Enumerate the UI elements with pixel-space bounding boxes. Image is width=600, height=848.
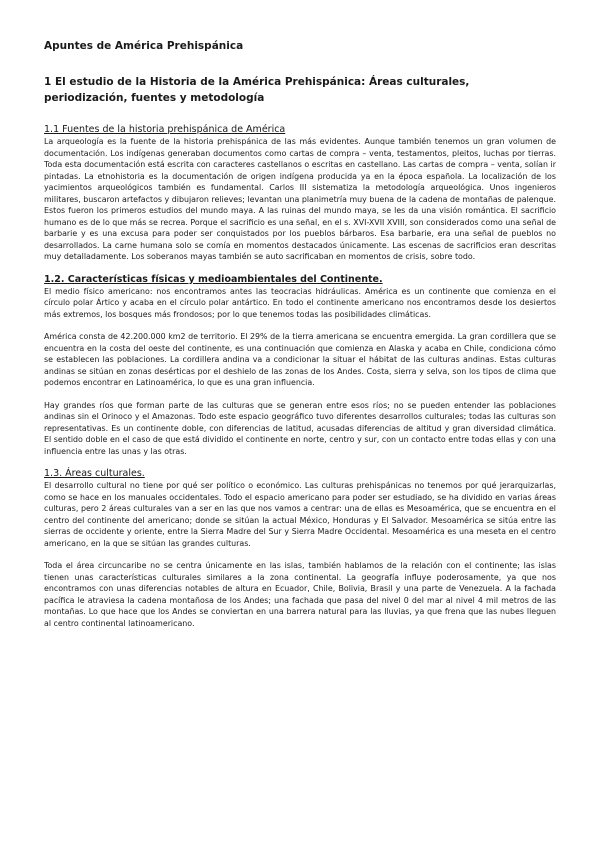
section-heading: 1.2. Características físicas y medioambientales del Continente. [44, 273, 383, 285]
paragraph: Hay grandes ríos que forman parte de las culturas que se generan entre esos ríos; no se pueden entender las poblaciones andinas sin el Orinoco y el Amazonas. Todo este espacio geográfico tuvo diferentes desarrollos culturales; todas las culturas son representativas. Es un continente doble, con diferencias de latitud, acusadas diferencias de altitud y gran diversidad climática. El sentido doble en el caso de que está dividido el continente en norte, centro y sur, con un contacto entre todas ellas y con una influencia entre las unas y las otras. [44, 400, 556, 456]
paragraph: El desarrollo cultural no tiene por qué ser político o económico. Las culturas prehispánicas no tenemos por qué jerarquizarlas, como se hace en los manuales occidentales. Todo el espacio americano para poder ser estudiado, se ha dividido en varias áreas culturas, pero 2 áreas culturales van a ser en las que nos vamos a centrar: una de ellas es Mesoamérica, que se encuentra en el centro del continente del americano; donde se sitúan la actual México, Honduras y El Salvador. Mesoamérica se sitúa entre las sierras de occidente y oriente, entre la Sierra Madre del Sur y Sierra Madre Occidental. Mesoamérica es una meseta en el centro americano, en la que se sitúan las grandes culturas. [44, 481, 556, 548]
paragraph: La arqueología es la fuente de la historia prehispánica de las más evidentes. Aunque también tenemos un gran volumen de documentación. Los indígenas generaban documentos como cartas de compra – venta, testamentos, pleitos, luchas por tierras. Toda esta documentación está escrita con caracteres castellanos o escritas en castellano. Las cartas de compra – venta, solían ir pintadas. La etnohistoria es la documentación de origen indígena producida ya en la época española. La localización de los yacimientos arqueológicos también es fundamental. Carlos III sistematiza la metodología arqueológica. Unos ingenieros militares, buscaron artefactos y dibujaron relieves; levantan una planimetría muy buena de la cadena de montañas de palenque. Estos fueron los primeros estudios del mundo maya. A las ruinas del mundo maya, se les da una visión romántica. El sacrificio humano es de lo que más se recrea. Porque el sacrificio es una señal, en el s. XVI-XVII XVIII, son considerados como una señal de barbarie y es una excusa para poder ser conquistados por los pueblos bárbaros. Esa barbarie, era una señal de pueblos no desarrollados. La carne humana solo se comía en momentos destacados únicamente. Las escenas de sacrificios eran descritas muy detalladamente. Los soberanos mayas también se auto sacrificaban en momentos de crisis, sobre todo. [44, 137, 556, 261]
document-title: Apuntes de América Prehispánica [44, 40, 244, 52]
section-cultural-areas [44, 468, 556, 629]
section-heading: 1.1 Fuentes de la historia prehispánica de América [44, 124, 286, 135]
section-sources [44, 124, 556, 263]
paragraph: Toda el área circuncaribe no se centra únicamente en las islas, también hablamos de la relación con el continente; las islas tienen unas características culturales similares a la zona continental. La geografía influye poderosamente, ya que nos encontramos con unas diferencias notables de altura en Ecuador, Chile, Bolivia, Brasil y una parte de Venezuela. A la fachada pacífica le atraviesa la cadena montañosa de los Andes; una fachada que pasa del nivel 0 del mar al nivel 4 mil metros de las montañas. Lo que hace que los Andes se conviertan en una barrera natural para las lluvias, ya que frena que las nubes lleguen al centro continental latinoamericano. [44, 561, 556, 628]
section-physical-characteristics [44, 274, 556, 458]
section-heading: 1.3. Áreas culturales. [44, 468, 145, 479]
paragraph: El medio físico americano: nos encontramos antes las teocracias hidráulicas. América es un continente que comienza en el círculo polar Ártico y acaba en el círculo polar antártico. En todo el continente americano nos encontramos desde los desiertos más extremos, los bosques más frondosos; por lo que tenemos todas las posibilidades climáticas. [44, 286, 556, 319]
paragraph: América consta de 42.200.000 km2 de territorio. El 29% de la tierra americana se encuentra emergida. La gran cordillera que se encuentra en la costa del oeste del continente, es una continuación que comienza en Alaska y acaba en Chile, condiciona cómo se establecen las poblaciones. La cordillera andina va a condicionar la situar el hábitat de las culturas andinas. Estas culturas andinas se sitúan en zonas desérticas por el deshielo de las zonas de los Andes. Costa, sierra y selva, son los tipos de clima que podemos encontrar en Latinoamérica, lo que es una gran influencia. [44, 332, 556, 387]
chapter-title: 1 El estudio de la Historia de la América Prehispánica: Áreas culturales, periodización, fuentes y metodología [44, 76, 470, 104]
